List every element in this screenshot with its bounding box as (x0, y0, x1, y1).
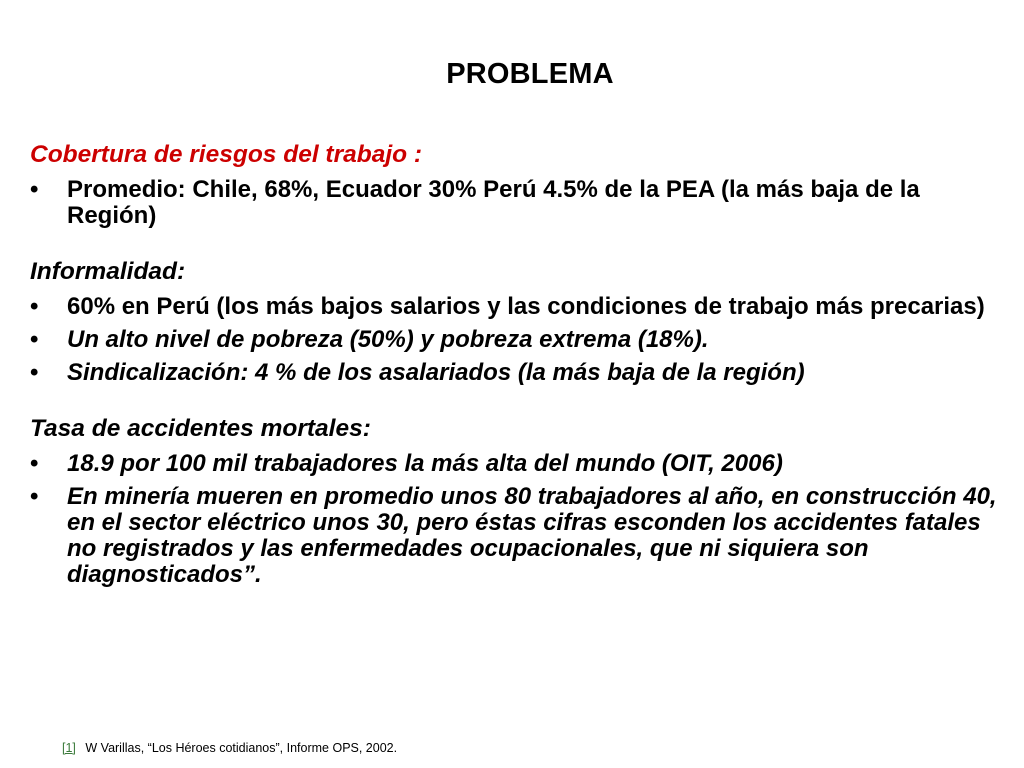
footnote (62, 741, 397, 755)
bullet-list-informalidad (30, 294, 1015, 386)
bullet-text: Promedio: Chile, 68%, Ecuador 30% Perú 4.5% de la PEA (la más baja de la Región) (67, 176, 920, 229)
bullet-list-cobertura (30, 177, 1015, 229)
section-heading-accidentes: Tasa de accidentes mortales: (30, 415, 371, 442)
slide-content (30, 140, 1015, 588)
bullet-text: Un alto nivel de pobreza (50%) y pobreza extrema (18%). (67, 326, 709, 353)
bullet-text: Sindicalización: 4 % de los asalariados (la más baja de la región) (67, 359, 805, 386)
bullet-item (30, 451, 1015, 477)
bullet-item (30, 360, 1015, 386)
bullet-marker: • (30, 450, 39, 477)
footnote-ref-link[interactable]: [1] (62, 741, 76, 755)
slide-title: PROBLEMA (446, 58, 614, 90)
bullet-marker: • (30, 293, 39, 320)
bullet-marker: • (30, 359, 39, 386)
bullet-text: 60% en Perú (los más bajos salarios y las condiciones de trabajo más precarias) (67, 293, 985, 320)
bullet-text: 18.9 por 100 mil trabajadores la más alta del mundo (OIT, 2006) (67, 450, 783, 477)
bullet-item (30, 484, 1015, 588)
bullet-marker: • (30, 483, 39, 510)
section-heading-cobertura: Cobertura de riesgos del trabajo : (30, 141, 423, 168)
bullet-text: En minería mueren en promedio unos 80 trabajadores al año, en construcción 40, en el sector eléctrico unos 30, pero éstas cifras esconden los accidentes fatales no registrados y las enfermedades ocupacionales, que ni siquiera son diagnosticados”. (67, 483, 997, 588)
bullet-item (30, 177, 1015, 229)
footnote-text: W Varillas, “Los Héroes cotidianos”, Informe OPS, 2002. (85, 741, 398, 755)
section-heading-informalidad: Informalidad: (30, 258, 186, 285)
bullet-marker: • (30, 176, 39, 203)
bullet-list-accidentes (30, 451, 1015, 588)
bullet-item (30, 294, 1015, 320)
bullet-marker: • (30, 326, 39, 353)
bullet-item (30, 327, 1015, 353)
